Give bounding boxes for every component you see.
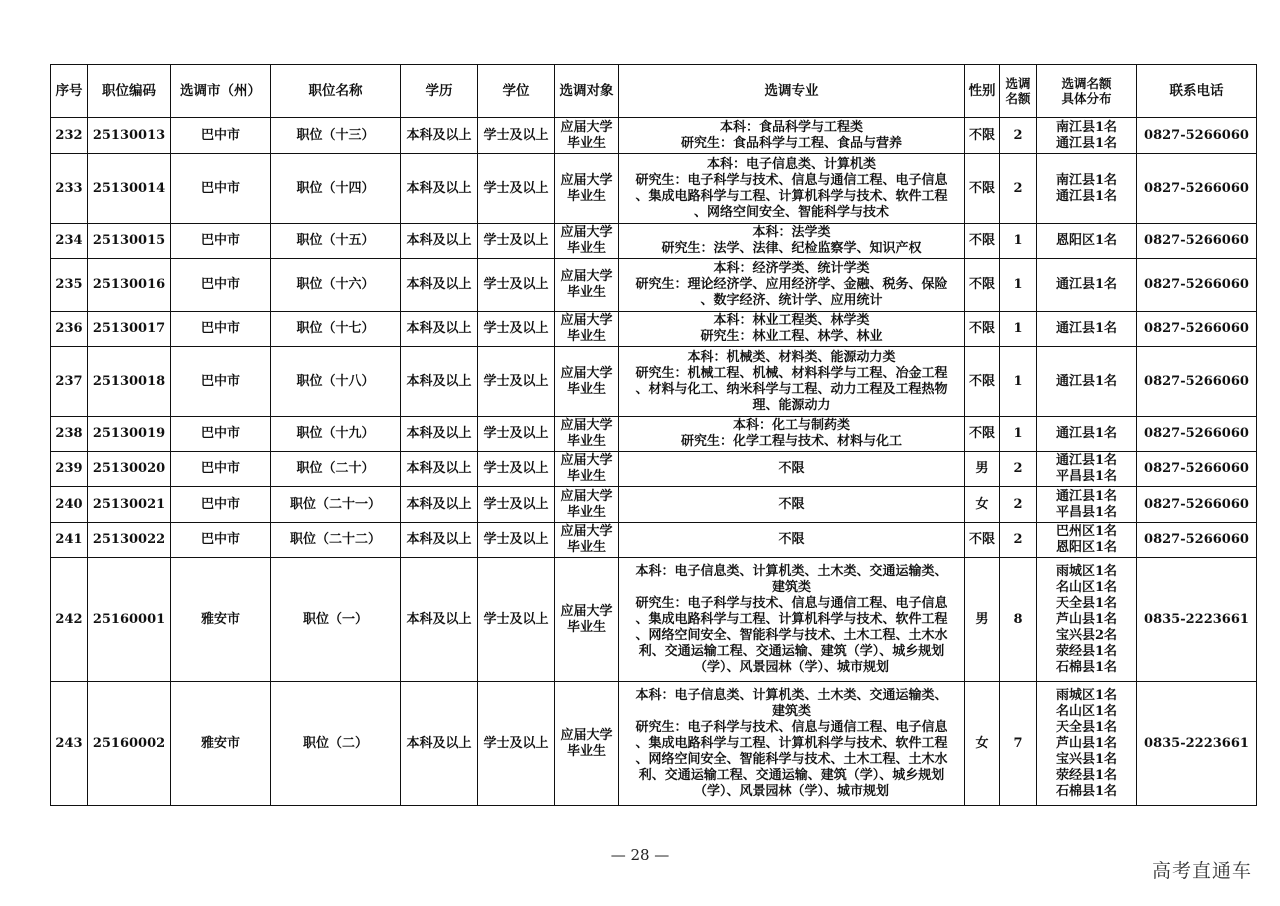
cell-count: 2 xyxy=(1000,487,1037,523)
text-line: （学）、风景园林（学）、城市规划 xyxy=(693,659,889,675)
text-line: 通江县1名 xyxy=(1055,373,1118,389)
watermark-text: 高考直通车 xyxy=(1151,860,1252,882)
cell-seq: 233 xyxy=(51,154,88,224)
text-line: 通江县1名 xyxy=(1055,453,1118,468)
cell-target xyxy=(555,347,619,417)
table-row xyxy=(51,312,1257,347)
cell-alloc xyxy=(1037,347,1137,417)
text-line: 研究生：林业工程、林学、林业 xyxy=(700,329,883,344)
cell-alloc xyxy=(1037,118,1137,154)
text-line: 巴州区1名 xyxy=(1055,524,1118,539)
table-row xyxy=(51,417,1257,452)
cell-major xyxy=(619,452,965,487)
cell-major xyxy=(619,682,965,806)
cell-title: 职位（二） xyxy=(271,682,401,806)
text-line: 通江县1名 xyxy=(1055,188,1118,204)
text-line: 研究生：电子科学与技术、信息与通信工程、电子信息 xyxy=(635,172,948,188)
cell-target xyxy=(555,118,619,154)
cell-edu: 本科及以上 xyxy=(401,523,478,558)
cell-code: 25130013 xyxy=(88,118,171,154)
cell-phone: 0835-2223661 xyxy=(1137,558,1257,682)
text-line: 应届大学 xyxy=(560,488,613,504)
cell-code: 25130019 xyxy=(88,417,171,452)
text-line: 本科：电子信息类、计算机类 xyxy=(706,156,876,172)
cell-count: 1 xyxy=(1000,417,1037,452)
cell-target xyxy=(555,259,619,312)
cell-target xyxy=(555,523,619,558)
cell-count: 1 xyxy=(1000,224,1037,259)
text-line: 应届大学 xyxy=(560,313,613,328)
text-line: 、网络空间安全、智能科学与技术、土木工程、土木水 xyxy=(635,627,948,643)
cell-code: 25130015 xyxy=(88,224,171,259)
header-row xyxy=(51,65,1257,118)
cell-code: 25160001 xyxy=(88,558,171,682)
cell-seq: 235 xyxy=(51,259,88,312)
text-line: 应届大学 xyxy=(560,418,613,433)
text-line: 芦山县1名 xyxy=(1055,735,1118,751)
header-city: 选调市（州） xyxy=(171,65,271,118)
cell-title: 职位（二十一） xyxy=(271,487,401,523)
table-row xyxy=(51,682,1257,806)
table-row xyxy=(51,523,1257,558)
cell-seq: 239 xyxy=(51,452,88,487)
cell-degree: 学士及以上 xyxy=(478,224,555,259)
cell-major xyxy=(619,523,965,558)
cell-degree: 学士及以上 xyxy=(478,347,555,417)
table-row xyxy=(51,118,1257,154)
text-line: 本科：法学类 xyxy=(752,225,831,240)
cell-phone: 0827-5266060 xyxy=(1137,452,1257,487)
cell-degree: 学士及以上 xyxy=(478,154,555,224)
cell-alloc xyxy=(1037,417,1137,452)
cell-target xyxy=(555,452,619,487)
cell-city: 雅安市 xyxy=(171,682,271,806)
text-line: 研究生：法学、法律、纪检监察学、知识产权 xyxy=(661,241,922,256)
cell-gender: 男 xyxy=(965,452,1000,487)
cell-major xyxy=(619,224,965,259)
cell-gender: 不限 xyxy=(965,224,1000,259)
cell-degree: 学士及以上 xyxy=(478,312,555,347)
header-seq: 序号 xyxy=(51,65,88,118)
header-line: 具体分布 xyxy=(1061,91,1112,106)
text-line: 天全县1名 xyxy=(1055,595,1118,611)
cell-alloc xyxy=(1037,558,1137,682)
cell-title: 职位（二十） xyxy=(271,452,401,487)
header-line: 名额 xyxy=(1005,91,1031,106)
cell-code: 25130016 xyxy=(88,259,171,312)
cell-major xyxy=(619,347,965,417)
text-line: 石棉县1名 xyxy=(1055,783,1118,799)
text-line: 应届大学 xyxy=(560,172,613,188)
text-line: 雨城区1名 xyxy=(1055,687,1118,703)
cell-seq: 232 xyxy=(51,118,88,154)
text-line: 应届大学 xyxy=(560,453,613,468)
table-body xyxy=(51,118,1257,806)
cell-title: 职位（十四） xyxy=(271,154,401,224)
cell-title: 职位（十七） xyxy=(271,312,401,347)
header-alloc xyxy=(1037,65,1137,118)
cell-target xyxy=(555,682,619,806)
text-line: 应届大学 xyxy=(560,269,613,284)
cell-code: 25130018 xyxy=(88,347,171,417)
cell-edu: 本科及以上 xyxy=(401,154,478,224)
header-title: 职位名称 xyxy=(271,65,401,118)
cell-city: 巴中市 xyxy=(171,118,271,154)
text-line: 研究生：食品科学与工程、食品与营养 xyxy=(680,135,902,151)
text-line: 南江县1名 xyxy=(1055,119,1118,135)
text-line: 名山区1名 xyxy=(1055,703,1118,719)
text-line: 本科：食品科学与工程类 xyxy=(719,119,863,135)
header-degree: 学位 xyxy=(478,65,555,118)
text-line: 毕业生 xyxy=(566,619,606,635)
cell-count: 1 xyxy=(1000,259,1037,312)
text-line: 、网络空间安全、智能科学与技术、土木工程、土木水 xyxy=(635,751,948,767)
text-line: 不限 xyxy=(778,461,805,476)
cell-gender: 女 xyxy=(965,487,1000,523)
text-line: 本科：林业工程类、林学类 xyxy=(713,313,870,328)
text-line: 南江县1名 xyxy=(1055,172,1118,188)
cell-target xyxy=(555,487,619,523)
header-major: 选调专业 xyxy=(619,65,965,118)
cell-edu: 本科及以上 xyxy=(401,259,478,312)
cell-count: 1 xyxy=(1000,347,1037,417)
text-line: 毕业生 xyxy=(566,381,606,397)
cell-alloc xyxy=(1037,259,1137,312)
cell-count: 7 xyxy=(1000,682,1037,806)
text-line: 研究生：理论经济学、应用经济学、金融、税务、保险 xyxy=(635,277,948,292)
cell-alloc xyxy=(1037,154,1137,224)
cell-edu: 本科及以上 xyxy=(401,487,478,523)
cell-city: 雅安市 xyxy=(171,558,271,682)
cell-target xyxy=(555,558,619,682)
cell-alloc xyxy=(1037,312,1137,347)
text-line: 恩阳区1名 xyxy=(1055,233,1118,248)
cell-gender: 不限 xyxy=(965,154,1000,224)
cell-major xyxy=(619,312,965,347)
text-line: 毕业生 xyxy=(566,188,606,204)
table-row xyxy=(51,224,1257,259)
cell-major xyxy=(619,118,965,154)
cell-city: 巴中市 xyxy=(171,259,271,312)
text-line: 毕业生 xyxy=(566,329,606,344)
cell-gender: 男 xyxy=(965,558,1000,682)
cell-alloc xyxy=(1037,224,1137,259)
cell-gender: 不限 xyxy=(965,523,1000,558)
cell-phone: 0827-5266060 xyxy=(1137,224,1257,259)
text-line: 研究生：化学工程与技术、材料与化工 xyxy=(680,434,902,449)
cell-city: 巴中市 xyxy=(171,487,271,523)
text-line: 不限 xyxy=(778,496,805,512)
text-line: 建筑类 xyxy=(771,703,811,719)
cell-target xyxy=(555,312,619,347)
text-line: 通江县1名 xyxy=(1055,321,1118,336)
cell-edu: 本科及以上 xyxy=(401,417,478,452)
cell-phone: 0827-5266060 xyxy=(1137,118,1257,154)
cell-city: 巴中市 xyxy=(171,154,271,224)
text-line: 利、交通运输工程、交通运输、建筑（学）、城乡规划 xyxy=(638,643,945,659)
cell-degree: 学士及以上 xyxy=(478,523,555,558)
table-row xyxy=(51,487,1257,523)
cell-phone: 0827-5266060 xyxy=(1137,523,1257,558)
cell-target xyxy=(555,154,619,224)
cell-phone: 0835-2223661 xyxy=(1137,682,1257,806)
cell-gender: 不限 xyxy=(965,417,1000,452)
cell-degree: 学士及以上 xyxy=(478,682,555,806)
cell-alloc xyxy=(1037,523,1137,558)
cell-major xyxy=(619,558,965,682)
text-line: 、集成电路科学与工程、计算机科学与技术、软件工程 xyxy=(635,188,948,204)
text-line: 宝兴县2名 xyxy=(1055,627,1118,643)
cell-city: 巴中市 xyxy=(171,224,271,259)
cell-city: 巴中市 xyxy=(171,523,271,558)
cell-code: 25160002 xyxy=(88,682,171,806)
text-line: 毕业生 xyxy=(566,540,606,555)
cell-city: 巴中市 xyxy=(171,347,271,417)
cell-seq: 234 xyxy=(51,224,88,259)
text-line: 毕业生 xyxy=(566,434,606,449)
text-line: 本科：电子信息类、计算机类、土木类、交通运输类、 xyxy=(635,687,948,703)
text-line: 应届大学 xyxy=(560,225,613,240)
table-row xyxy=(51,154,1257,224)
cell-seq: 238 xyxy=(51,417,88,452)
cell-edu: 本科及以上 xyxy=(401,452,478,487)
text-line: 本科：经济学类、统计学类 xyxy=(713,261,870,276)
table-row xyxy=(51,259,1257,312)
cell-title: 职位（十五） xyxy=(271,224,401,259)
cell-degree: 学士及以上 xyxy=(478,259,555,312)
cell-seq: 236 xyxy=(51,312,88,347)
text-line: 芦山县1名 xyxy=(1055,611,1118,627)
cell-edu: 本科及以上 xyxy=(401,682,478,806)
text-line: 、集成电路科学与工程、计算机科学与技术、软件工程 xyxy=(635,735,948,751)
cell-phone: 0827-5266060 xyxy=(1137,312,1257,347)
cell-code: 25130022 xyxy=(88,523,171,558)
table-row xyxy=(51,452,1257,487)
cell-major xyxy=(619,487,965,523)
text-line: 建筑类 xyxy=(771,579,811,595)
text-line: 理、能源动力 xyxy=(752,397,831,413)
header-gender: 性别 xyxy=(965,65,1000,118)
text-line: 利、交通运输工程、交通运输、建筑（学）、城乡规划 xyxy=(638,767,945,783)
header-code: 职位编码 xyxy=(88,65,171,118)
text-line: （学）、风景园林（学）、城市规划 xyxy=(693,783,889,799)
cell-alloc xyxy=(1037,487,1137,523)
cell-phone: 0827-5266060 xyxy=(1137,154,1257,224)
header-line: 选调 xyxy=(1005,76,1031,91)
cell-alloc xyxy=(1037,682,1137,806)
header-target: 选调对象 xyxy=(555,65,619,118)
header-count xyxy=(1000,65,1037,118)
cell-title: 职位（十八） xyxy=(271,347,401,417)
cell-degree: 学士及以上 xyxy=(478,558,555,682)
recruitment-table xyxy=(50,64,1257,806)
table-row xyxy=(51,347,1257,417)
cell-major xyxy=(619,154,965,224)
text-line: 应届大学 xyxy=(560,603,613,619)
text-line: 应届大学 xyxy=(560,365,613,381)
cell-degree: 学士及以上 xyxy=(478,417,555,452)
cell-city: 巴中市 xyxy=(171,312,271,347)
text-line: 荥经县1名 xyxy=(1055,643,1118,659)
text-line: 、材料与化工、纳米科学与工程、动力工程及工程热物 xyxy=(635,381,948,397)
cell-phone: 0827-5266060 xyxy=(1137,347,1257,417)
page-number: — 28 — xyxy=(610,846,670,864)
cell-gender: 不限 xyxy=(965,347,1000,417)
text-line: 通江县1名 xyxy=(1055,426,1118,441)
text-line: 毕业生 xyxy=(566,241,606,256)
cell-gender: 女 xyxy=(965,682,1000,806)
cell-major xyxy=(619,259,965,312)
cell-alloc xyxy=(1037,452,1137,487)
cell-degree: 学士及以上 xyxy=(478,452,555,487)
text-line: 通江县1名 xyxy=(1055,277,1118,292)
cell-count: 2 xyxy=(1000,154,1037,224)
text-line: 毕业生 xyxy=(566,743,606,759)
text-line: 应届大学 xyxy=(560,727,613,743)
text-line: 本科：机械类、材料类、能源动力类 xyxy=(687,349,896,365)
header-edu: 学历 xyxy=(401,65,478,118)
cell-phone: 0827-5266060 xyxy=(1137,487,1257,523)
cell-count: 8 xyxy=(1000,558,1037,682)
cell-degree: 学士及以上 xyxy=(478,487,555,523)
cell-edu: 本科及以上 xyxy=(401,347,478,417)
cell-major xyxy=(619,417,965,452)
header-line: 选调名额 xyxy=(1061,76,1112,91)
text-line: 应届大学 xyxy=(560,119,613,135)
text-line: 、网络空间安全、智能科学与技术 xyxy=(693,204,889,220)
cell-edu: 本科及以上 xyxy=(401,312,478,347)
text-line: 天全县1名 xyxy=(1055,719,1118,735)
text-line: 毕业生 xyxy=(566,135,606,151)
table-row xyxy=(51,558,1257,682)
text-line: 毕业生 xyxy=(566,504,606,520)
cell-degree: 学士及以上 xyxy=(478,118,555,154)
text-line: 本科：化工与制药类 xyxy=(732,418,850,433)
text-line: 通江县1名 xyxy=(1055,135,1118,151)
cell-title: 职位（十九） xyxy=(271,417,401,452)
cell-target xyxy=(555,224,619,259)
cell-seq: 240 xyxy=(51,487,88,523)
text-line: 本科：电子信息类、计算机类、土木类、交通运输类、 xyxy=(635,563,948,579)
header-phone: 联系电话 xyxy=(1137,65,1257,118)
cell-gender: 不限 xyxy=(965,259,1000,312)
cell-count: 2 xyxy=(1000,118,1037,154)
cell-edu: 本科及以上 xyxy=(401,224,478,259)
text-line: 毕业生 xyxy=(566,285,606,300)
cell-title: 职位（二十二） xyxy=(271,523,401,558)
cell-code: 25130021 xyxy=(88,487,171,523)
text-line: 研究生：电子科学与技术、信息与通信工程、电子信息 xyxy=(635,719,948,735)
text-line: 平昌县1名 xyxy=(1055,469,1118,484)
cell-gender: 不限 xyxy=(965,312,1000,347)
text-line: 荥经县1名 xyxy=(1055,767,1118,783)
text-line: 应届大学 xyxy=(560,524,613,539)
text-line: 研究生：机械工程、机械、材料科学与工程、冶金工程 xyxy=(635,365,948,381)
cell-title: 职位（十六） xyxy=(271,259,401,312)
cell-code: 25130014 xyxy=(88,154,171,224)
cell-code: 25130020 xyxy=(88,452,171,487)
cell-count: 2 xyxy=(1000,452,1037,487)
text-line: 不限 xyxy=(778,532,805,547)
text-line: 恩阳区1名 xyxy=(1055,540,1118,555)
cell-count: 2 xyxy=(1000,523,1037,558)
cell-edu: 本科及以上 xyxy=(401,558,478,682)
cell-city: 巴中市 xyxy=(171,452,271,487)
cell-edu: 本科及以上 xyxy=(401,118,478,154)
text-line: 石棉县1名 xyxy=(1055,659,1118,675)
cell-seq: 242 xyxy=(51,558,88,682)
cell-target xyxy=(555,417,619,452)
text-line: 通江县1名 xyxy=(1055,488,1118,504)
cell-count: 1 xyxy=(1000,312,1037,347)
text-line: 宝兴县1名 xyxy=(1055,751,1118,767)
text-line: 、集成电路科学与工程、计算机科学与技术、软件工程 xyxy=(635,611,948,627)
cell-phone: 0827-5266060 xyxy=(1137,417,1257,452)
cell-title: 职位（一） xyxy=(271,558,401,682)
text-line: 平昌县1名 xyxy=(1055,504,1118,520)
text-line: 、数字经济、统计学、应用统计 xyxy=(700,293,883,308)
cell-gender: 不限 xyxy=(965,118,1000,154)
cell-city: 巴中市 xyxy=(171,417,271,452)
cell-phone: 0827-5266060 xyxy=(1137,259,1257,312)
text-line: 雨城区1名 xyxy=(1055,563,1118,579)
cell-seq: 243 xyxy=(51,682,88,806)
cell-title: 职位（十三） xyxy=(271,118,401,154)
text-line: 研究生：电子科学与技术、信息与通信工程、电子信息 xyxy=(635,595,948,611)
text-line: 名山区1名 xyxy=(1055,579,1118,595)
cell-code: 25130017 xyxy=(88,312,171,347)
text-line: 毕业生 xyxy=(566,469,606,484)
cell-seq: 237 xyxy=(51,347,88,417)
cell-seq: 241 xyxy=(51,523,88,558)
